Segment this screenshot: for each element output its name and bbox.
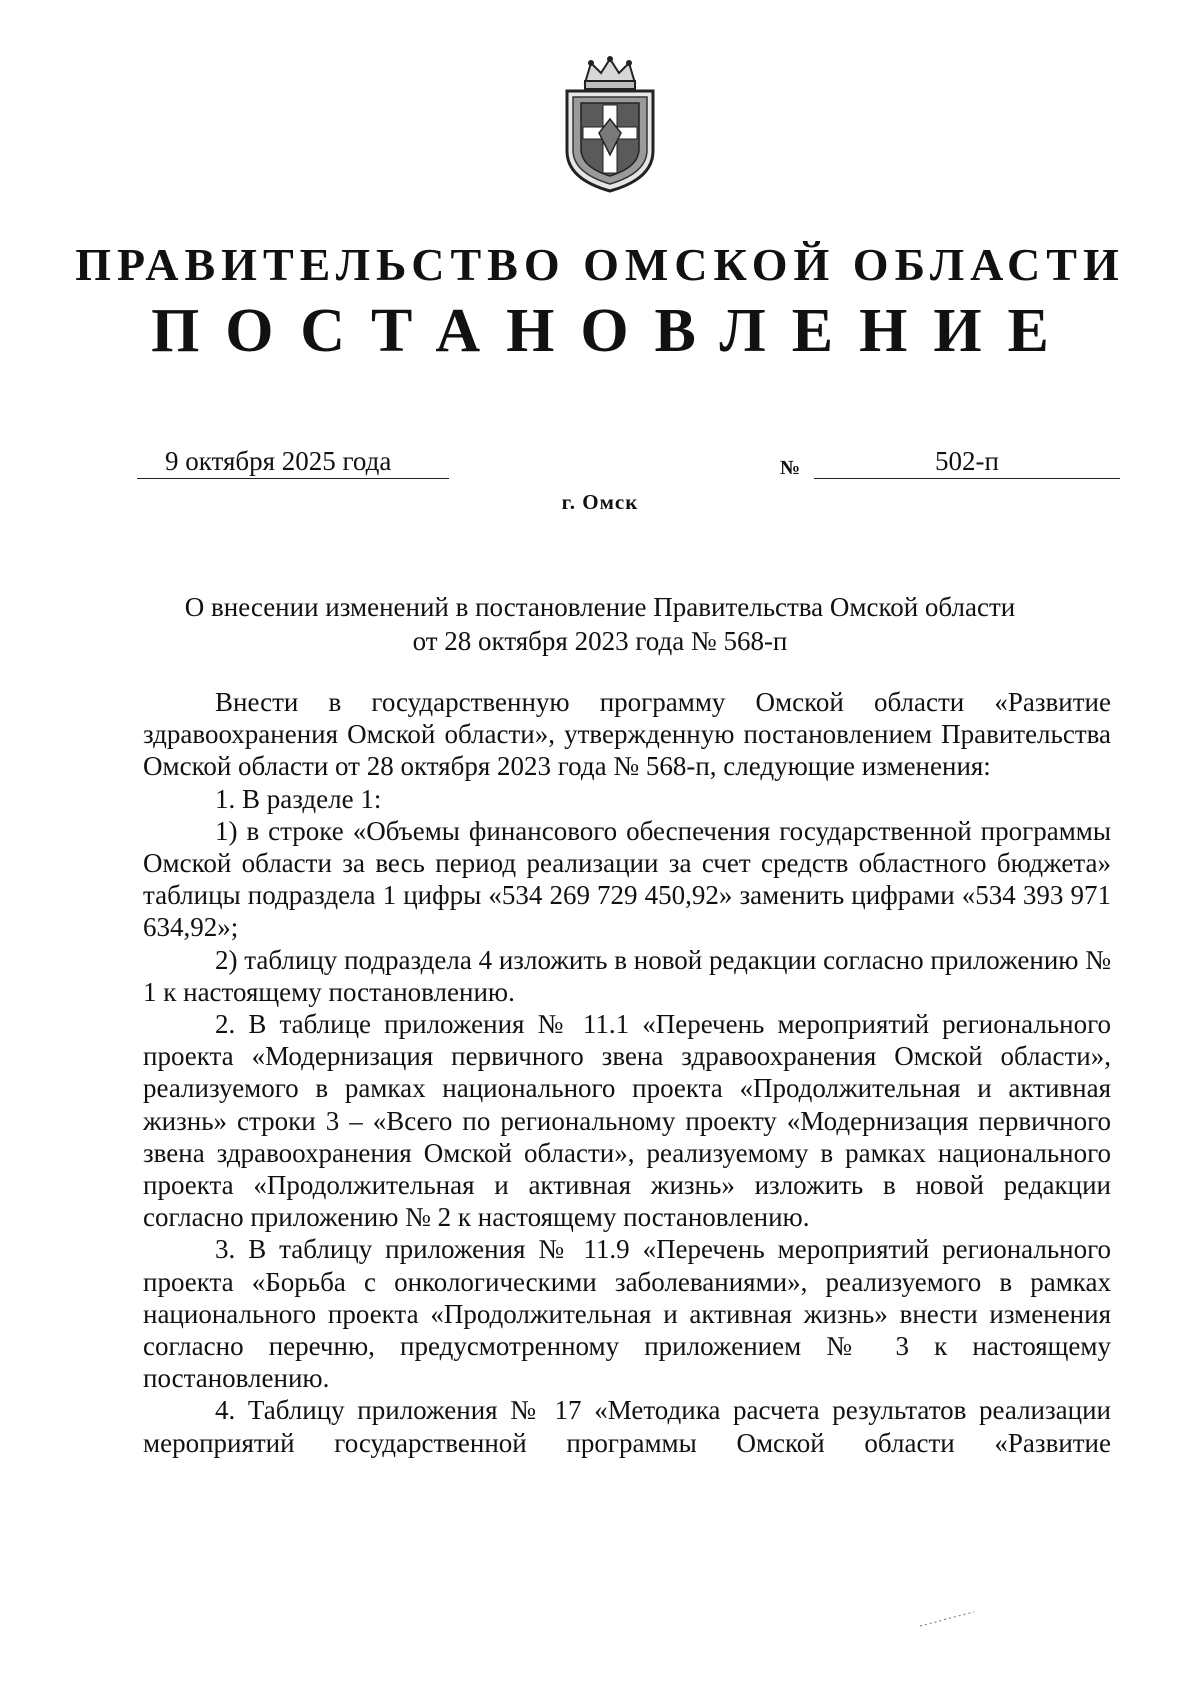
document-subject bbox=[150, 590, 1050, 658]
subject-line-1: О внесении изменений в постановление Правительства Омской области bbox=[184, 592, 1016, 622]
paragraph-item-2: 2. В таблице приложения № 11.1 «Перечень мероприятий регионального проекта «Модернизация первичного звена здравоохранения Омской области», реализуемого в рамках национального проекта «Продолжительная и активная жизнь» строки 3 – «Всего по региональному проекту «Модернизация первичного звена здравоохранения Омской области», реализуемому в рамках национального проекта «Продолжительная и активная жизнь» изложить в новой редакции согласно приложению № 2 к настоящему постановлению. bbox=[143, 1009, 1111, 1233]
document-number: 502-п bbox=[814, 444, 1120, 479]
scribble-mark bbox=[918, 1610, 978, 1630]
paragraph-item-4: 4. Таблицу приложения № 17 «Методика расчета результатов реализации мероприятий государственной программы Омской области «Развитие bbox=[143, 1395, 1111, 1458]
coat-of-arms-emblem bbox=[555, 55, 665, 195]
document-date: 9 октября 2025 года bbox=[137, 444, 449, 479]
paragraph-intro: Внести в государственную программу Омской области «Развитие здравоохранения Омской области», утвержденную постановлением Правительства Омской области от 28 октября 2023 года № 568-п, следующие изменения: bbox=[143, 687, 1111, 782]
subject-line-2: от 28 октября 2023 года № 568-п bbox=[412, 626, 788, 656]
paragraph-item-1-1: 1) в строке «Объемы финансового обеспечения государственной программы Омской области за весь период реализации за счет средств областного бюджета» таблицы подраздела 1 цифры «534 269 729 450,92» заменить цифрами «534 393 971 634,92»; bbox=[143, 815, 1111, 943]
paragraph-section-1: 1. В разделе 1: bbox=[215, 783, 382, 814]
city-label: г. Омск bbox=[561, 490, 639, 514]
document-type-heading: ПОСТАНОВЛЕНИЕ bbox=[151, 297, 1075, 365]
paragraph-item-1-2: 2) таблицу подраздела 4 изложить в новой редакции согласно приложению № 1 к настоящему постановлению. bbox=[143, 944, 1111, 1007]
paragraph-item-3: 3. В таблицу приложения № 11.9 «Перечень мероприятий регионального проекта «Борьба с онкологическими заболеваниями», реализуемого в рамках национального проекта «Продолжительная и активная жизнь» внести изменения согласно перечню, предусмотренному приложением № 3 к настоящему постановлению. bbox=[143, 1234, 1111, 1394]
organization-title: ПРАВИТЕЛЬСТВО ОМСКОЙ ОБЛАСТИ bbox=[75, 239, 1125, 290]
number-label: № bbox=[780, 457, 801, 479]
document-body bbox=[143, 686, 1111, 1459]
